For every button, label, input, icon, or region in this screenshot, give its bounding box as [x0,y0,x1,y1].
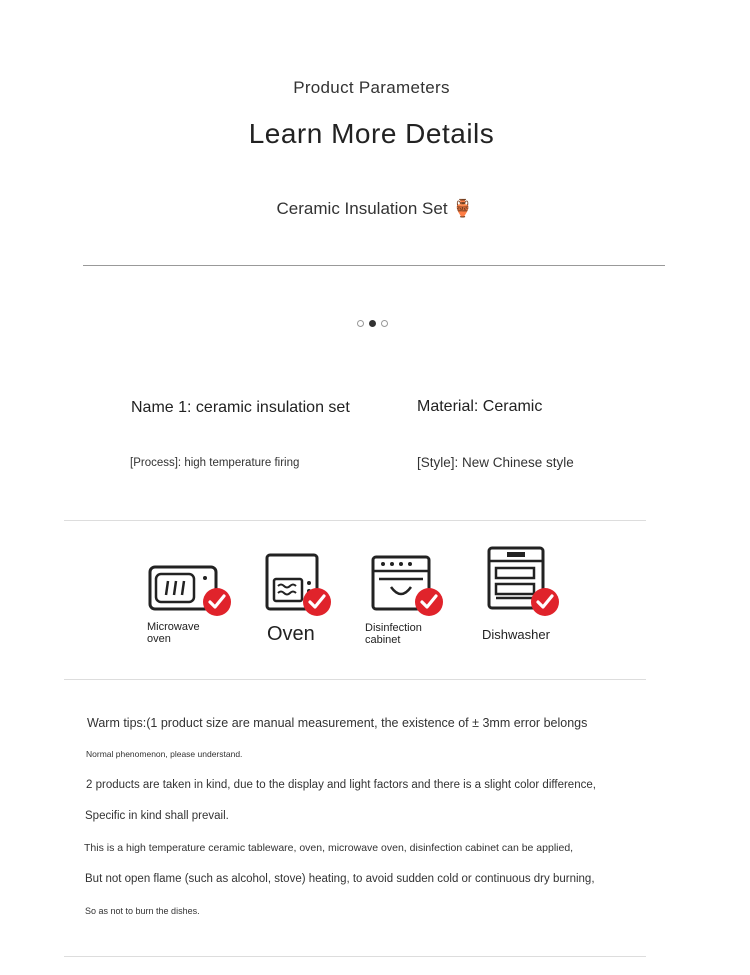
check-icon [415,588,443,616]
divider [64,520,646,521]
tip-line: Normal phenomenon, please understand. [86,749,243,759]
appliance-label: Microwave oven [147,621,200,645]
page-title: Learn More Details [248,118,495,149]
check-icon [531,588,559,616]
carousel-dot[interactable] [381,320,388,327]
tip-line: Warm tips:(1 product size are manual measurement, the existence of ± 3mm error belongs [87,716,588,730]
appliance-dishwasher [487,546,561,617]
appliance-label: Dishwasher [482,627,550,642]
carousel-dots [357,320,388,327]
check-icon [203,588,231,616]
carousel-dot[interactable] [357,320,364,327]
appliance-label: Oven [267,623,315,645]
section-subtitle: Product Parameters [293,78,450,97]
appliance-label: Disinfection cabinet [365,622,422,646]
param-material: Material: Ceramic [417,398,543,415]
tip-line: 2 products are taken in kind, due to the display and light factors and there is a slight color difference, [86,779,596,791]
param-process: [Process]: high temperature firing [130,457,300,469]
product-set-name: Ceramic Insulation Set 🏺 [276,199,474,218]
check-icon [303,588,331,616]
carousel-dot-active[interactable] [369,320,376,327]
param-name: Name 1: ceramic insulation set [131,399,350,416]
divider [83,265,665,266]
tip-line: So as not to burn the dishes. [85,906,200,916]
divider [64,679,646,680]
tip-line: This is a high temperature ceramic tableware, oven, microwave oven, disinfection cabinet can be applied, [84,842,574,854]
appliance-disinfection-cabinet [371,555,445,617]
appliance-oven [265,553,333,617]
divider [64,956,646,957]
appliance-microwave [148,565,232,617]
param-style: [Style]: New Chinese style [417,455,574,470]
tip-line: Specific in kind shall prevail. [85,810,229,822]
tip-line: But not open flame (such as alcohol, stove) heating, to avoid sudden cold or continuous dry burning, [85,873,595,885]
